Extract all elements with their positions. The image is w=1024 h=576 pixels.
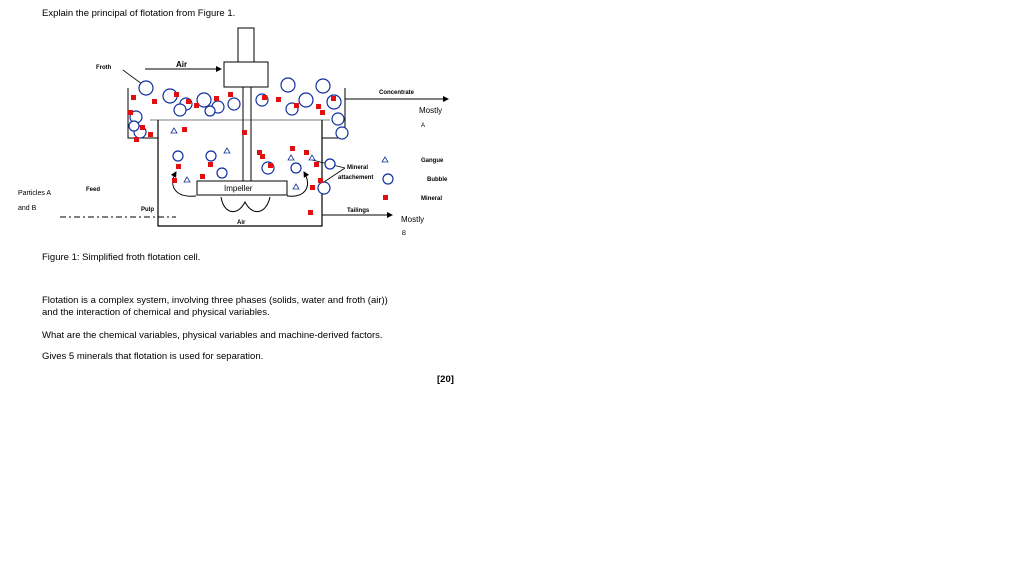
label-mostly-b: Mostly [401,215,425,224]
label-feed: Feed [86,187,101,193]
label-tailings: Tailings [347,208,370,214]
bubble [316,79,330,93]
bubble [325,159,335,169]
mineral-particle [148,132,153,137]
paragraph-1-line-2: and the interaction of chemical and physical variables. [42,307,270,318]
gangue-particle [171,128,177,133]
gangue-particle [293,184,299,189]
bubble [217,168,227,178]
label-air-bottom: Air [237,220,246,226]
label-mostly-a-letter: A [421,123,426,129]
mineral-particle [331,96,336,101]
motor-housing [238,28,254,62]
bubble [174,104,186,116]
mineral-particle [276,97,281,102]
label-mineral-attach-2: attachement [338,175,374,181]
air-flow-curve [221,197,270,212]
label-particles-1: Particles A [18,190,52,197]
mineral-particle [172,178,177,183]
mineral-particle [131,95,136,100]
label-impeller: Impeller [224,184,253,193]
mineral-particle [208,162,213,167]
mineral-particle [314,162,319,167]
mineral-group [128,92,336,215]
marks-label: [20] [437,374,454,385]
mineral-particle [134,137,139,142]
bubble [206,151,216,161]
mineral-particle [242,130,247,135]
mineral-particle [320,110,325,115]
bubble [139,81,153,95]
bubble [197,93,211,107]
legend-mineral-label: Mineral [421,196,443,202]
mineral-particle [152,99,157,104]
bubble-group [129,78,348,194]
mineral-particle [128,110,133,115]
mineral-particle [182,127,187,132]
bubble [336,127,348,139]
label-mostly-b-letter: B [402,231,407,237]
mineral-particle [268,163,273,168]
bubble [228,98,240,110]
mineral-particle [200,174,205,179]
label-particles-2: and B [18,205,37,212]
label-mineral-attach-1: Mineral [347,165,369,171]
mineral-particle [308,210,313,215]
legend-bubble-symbol [383,174,393,184]
bubble [332,113,344,125]
mineral-particle [228,92,233,97]
legend-mineral-symbol [383,195,388,200]
drive-box [224,62,268,87]
bubble [299,93,313,107]
gangue-particle [184,177,190,182]
gangue-particle [309,155,315,160]
mineral-particle [304,150,309,155]
label-concentrate: Concentrate [379,90,415,96]
legend-gangue-label: Gangue [421,158,444,164]
paragraph-3: Gives 5 minerals that flotation is used for separation. [42,351,264,362]
mineral-particle [290,146,295,151]
bubble [205,106,215,116]
legend-gangue-symbol [382,157,388,162]
circulation-left [173,172,196,196]
circulation-right [287,172,307,196]
mineral-particle [194,103,199,108]
mineral-particle [318,178,323,183]
mineral-particle [140,125,145,130]
froth-zone-outline [128,88,345,138]
mineral-particle [257,150,262,155]
gangue-particle [288,155,294,160]
mineral-particle [294,103,299,108]
bubble [281,78,295,92]
mineral-particle [174,92,179,97]
gangue-particle [224,148,230,153]
figure-caption: Figure 1: Simplified froth flotation cell. [42,252,201,263]
label-mostly-a: Mostly [419,106,443,115]
bubble [291,163,301,173]
paragraph-2: What are the chemical variables, physical variables and machine-derived factors. [42,330,383,341]
bubble [129,121,139,131]
label-froth: Froth [96,65,112,71]
question-prompt: Explain the principal of flotation from Figure 1. [42,8,236,19]
mineral-particle [186,99,191,104]
legend-bubble-label: Bubble [427,177,448,183]
label-air-top: Air [176,60,188,69]
label-pulp: Pulp [141,207,154,213]
mineral-particle [262,95,267,100]
bubble [173,151,183,161]
paragraph-1-line-1: Flotation is a complex system, involving three phases (solids, water and froth (air)) [42,295,388,306]
mineral-particle [214,96,219,101]
mineral-particle [310,185,315,190]
mineral-particle [176,164,181,169]
mineral-particle [316,104,321,109]
bubble [318,182,330,194]
